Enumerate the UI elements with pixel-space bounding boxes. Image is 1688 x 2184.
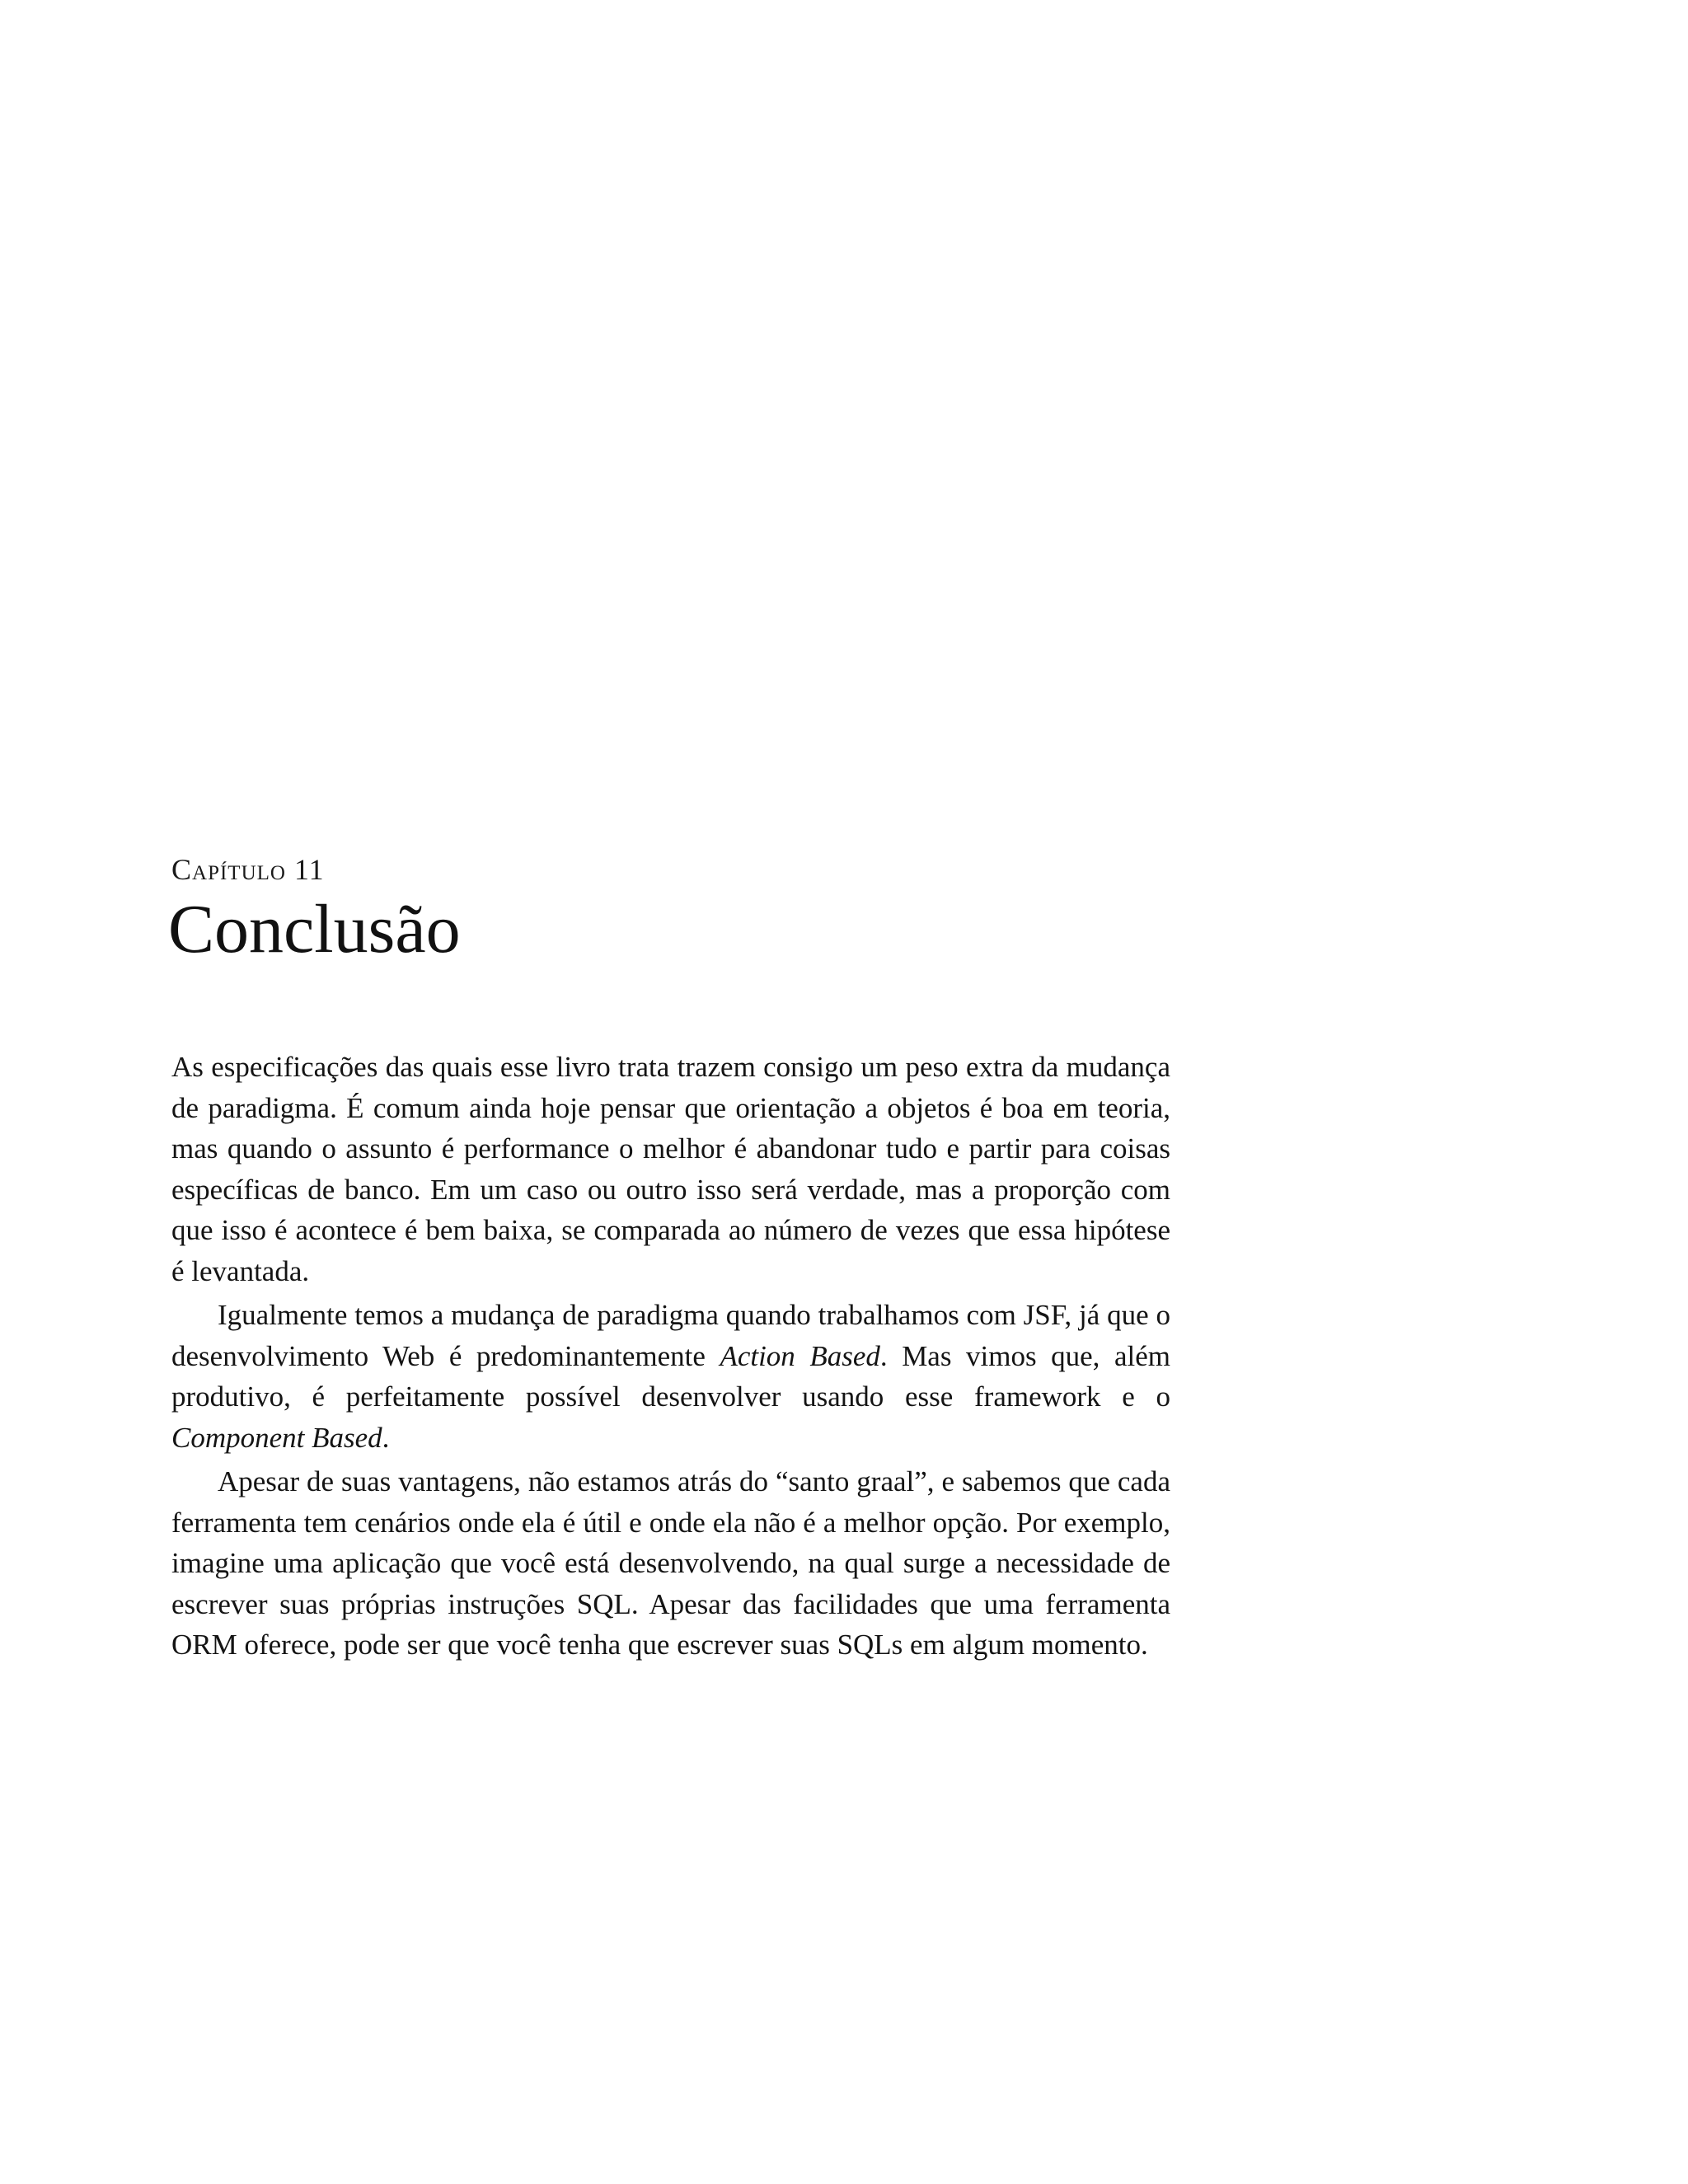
paragraph-2-italic-a: Action Based: [720, 1339, 880, 1372]
paragraph-2-text-b: . Mas vimos que, além produtivo, é perfeitamente possível desenvolver usando esse framework e o: [171, 1339, 1170, 1413]
paragraph-2-italic-b: Component Based: [171, 1421, 382, 1454]
paragraph-1: As especificações das quais esse livro trata trazem consigo um peso extra da mudança de paradigma. É comum ainda hoje pensar que orientação a objetos é boa em teoria, mas quando o assunto é performance o melhor é abandonar tudo e partir para coisas específicas de banco. Em um caso ou outro isso será verdade, mas a proporção com que isso é acontece é bem baixa, se comparada ao número de vezes que essa hipótese é levantada.: [171, 1051, 1170, 1287]
chapter-title: Conclusão: [168, 891, 461, 968]
chapter-body: [171, 1047, 1170, 1669]
chapter-label: Capítulo 11: [171, 853, 325, 886]
paragraph-3: Apesar de suas vantagens, não estamos atrás do “santo graal”, e sabemos que cada ferramenta tem cenários onde ela é útil e onde ela não é a melhor opção. Por exemplo, imagine uma aplicação que você está desenvolvendo, na qual surge a necessidade de escrever suas próprias instruções SQL. Apesar das facilidades que uma ferramenta ORM oferece, pode ser que você tenha que escrever suas SQLs em algum momento.: [171, 1465, 1170, 1661]
paragraph-2-text-c: .: [382, 1421, 390, 1454]
paragraph-2: [171, 1295, 1170, 1458]
paragraph-2-text-a: Igualmente temos a mudança de paradigma quando trabalhamos com JSF, já que o desenvolvimento Web é predominantemente: [171, 1299, 1170, 1372]
